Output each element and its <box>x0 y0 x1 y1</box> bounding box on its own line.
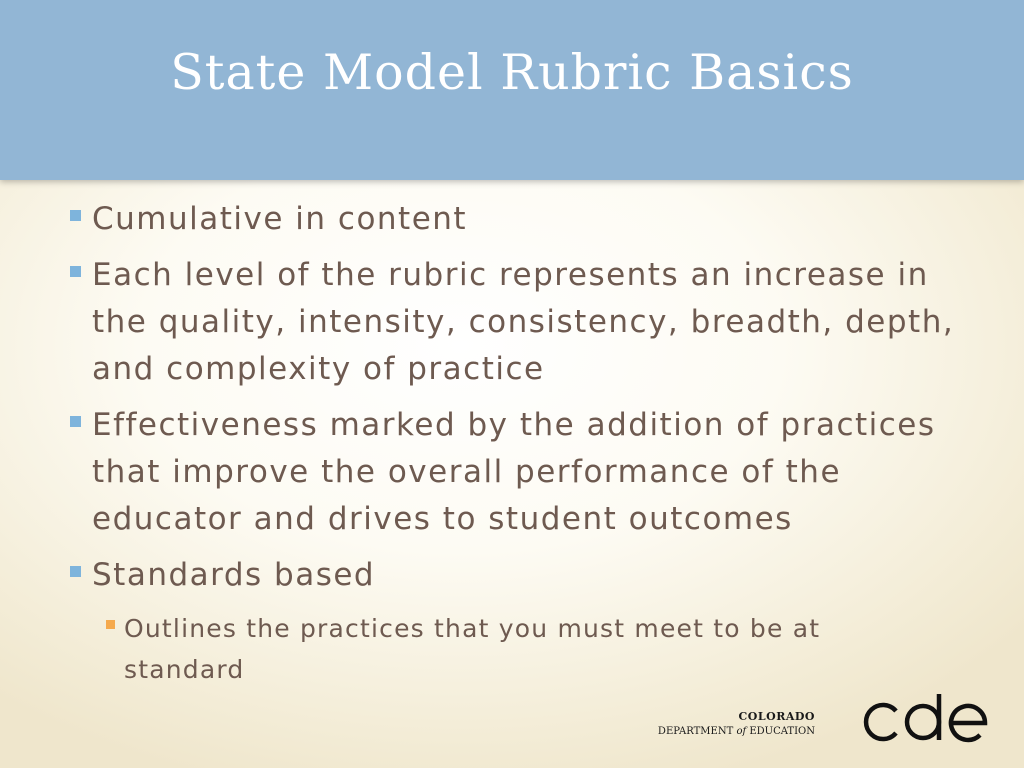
sub-bullet-item <box>106 608 906 690</box>
bullet-item <box>70 252 970 393</box>
cde-logo <box>657 692 990 752</box>
sub-bullet-text: Outlines the practices that you must meet to be at standard <box>124 614 821 684</box>
bullet-item <box>70 196 970 243</box>
bullet-list <box>70 196 970 690</box>
logo-colorado-text: COLORADO <box>738 710 815 723</box>
square-bullet-icon <box>70 210 81 221</box>
bullet-text: Each level of the rubric represents an increase in the quality, intensity, consistency, breadth, depth, and complexity of practice <box>92 257 955 387</box>
cde-logo-mark-icon <box>860 692 990 752</box>
bullet-text: Cumulative in content <box>92 201 468 237</box>
bullet-item <box>70 552 970 599</box>
title-band <box>0 0 1024 180</box>
square-bullet-icon <box>70 566 81 577</box>
logo-department-text: DEPARTMENT of EDUCATION <box>657 726 815 737</box>
square-sub-bullet-icon <box>106 620 115 629</box>
slide-title: State Model Rubric Basics <box>170 44 854 101</box>
bullet-text: Effectiveness marked by the addition of practices that improve the overall performance of the educator and drives to student outcomes <box>92 407 936 537</box>
square-bullet-icon <box>70 416 81 427</box>
bullet-text: Standards based <box>92 557 376 593</box>
square-bullet-icon <box>70 266 81 277</box>
bullet-item <box>70 402 970 543</box>
